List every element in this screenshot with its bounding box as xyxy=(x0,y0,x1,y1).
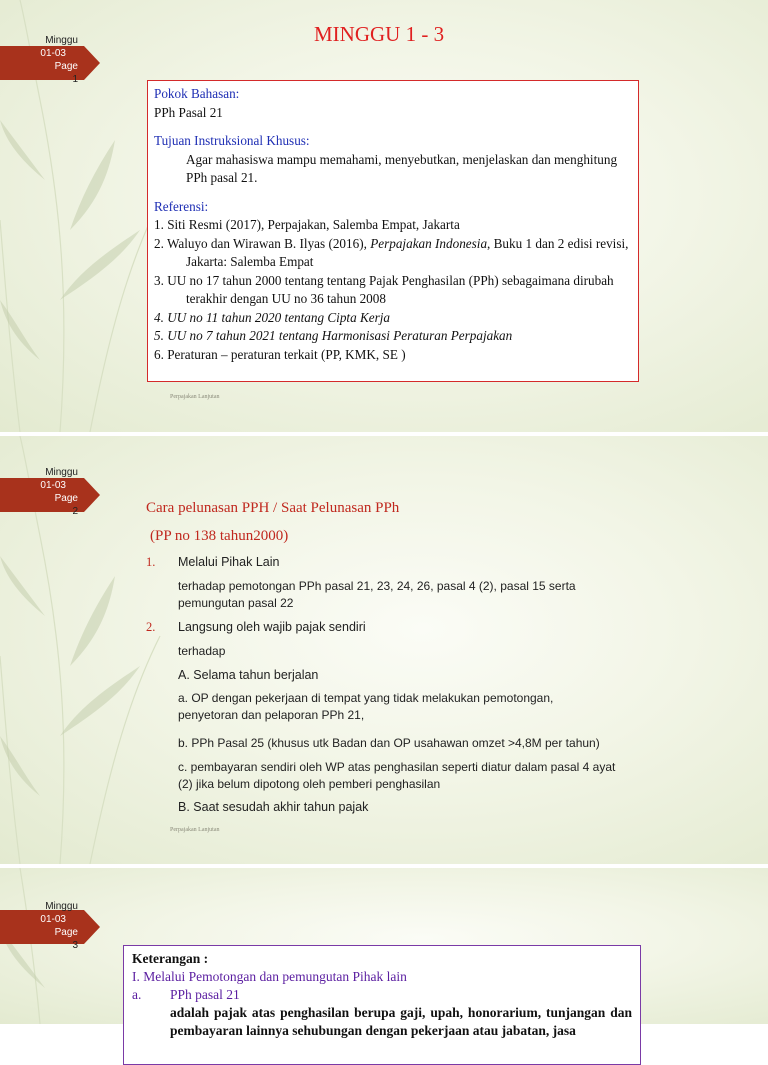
item-text: terhadap pemotongan PPh pasal 21, 23, 24, 26, pasal 4 (2), pasal 15 serta pemungutan pasal 22 xyxy=(178,579,576,610)
slide-title: Cara pelunasan PPH / Saat Pelunasan PPh xyxy=(146,500,400,516)
tag-page: Page xyxy=(54,493,78,504)
item-number: 2. xyxy=(146,620,156,634)
reference-item: 1. Siti Resmi (2017), Perpajakan, Salemba Empat, Jakarta xyxy=(154,217,460,232)
item-label: Melalui Pihak Lain xyxy=(178,555,280,569)
tag-page-number: 1 xyxy=(72,74,78,85)
pokok-value: PPh Pasal 21 xyxy=(154,104,223,120)
tag-page-number: 2 xyxy=(72,506,78,517)
slide-1 xyxy=(0,0,768,432)
tag-page: Page xyxy=(54,61,78,72)
tujuan-text: Agar mahasiswa mampu memahami, menyebutkan, menjelaskan dan menghitung PPh pasal 21. xyxy=(186,151,618,185)
content-box xyxy=(147,80,639,382)
sub-item: b. PPh Pasal 25 (khusus utk Badan dan OP usahawan omzet >4,8M per tahun) xyxy=(178,736,600,750)
tag-page-number: 3 xyxy=(72,940,78,951)
list-item xyxy=(132,986,632,1004)
page-tag-label xyxy=(0,34,78,86)
tag-week: Minggu xyxy=(45,901,78,912)
slide-2 xyxy=(0,436,768,864)
reference-item: 4. UU no 11 tahun 2020 tentang Cipta Kerja xyxy=(154,309,391,325)
keterangan-label: Keterangan : xyxy=(132,951,209,966)
section-heading: I. Melalui Pemotongan dan pemungutan Pihak lain xyxy=(132,969,407,984)
tag-range: 01-03 xyxy=(40,48,66,59)
tag-range: 01-03 xyxy=(40,914,66,925)
terhadap-text: terhadap xyxy=(178,644,226,658)
sub-label: B. Saat sesudah akhir tahun pajak xyxy=(178,800,369,814)
tag-range: 01-03 xyxy=(40,480,66,491)
pokok-label: Pokok Bahasan: xyxy=(154,86,240,101)
reference-item: 5. UU no 7 tahun 2021 tentang Harmonisasi Peraturan Perpajakan xyxy=(154,328,513,343)
sub-label: A. Selama tahun berjalan xyxy=(178,668,319,682)
tag-page: Page xyxy=(54,927,78,938)
keterangan-box xyxy=(123,945,641,1065)
item-number: a. xyxy=(132,987,142,1002)
sub-item: a. OP dengan pekerjaan di tempat yang tidak melakukan pemotongan, penyetoran dan pelaporan PPh 21, xyxy=(178,691,554,722)
tujuan-label: Tujuan Instruksional Khusus: xyxy=(154,133,310,148)
reference-item: 6. Peraturan – peraturan terkait (PP, KMK, SE ) xyxy=(154,346,406,362)
slide-title: MINGGU 1 - 3 xyxy=(314,22,445,46)
page-tag-label xyxy=(0,900,78,952)
item-text: adalah pajak atas penghasilan berupa gaji, upah, honorarium, tunjangan dan pembayaran lainnya sehubungan dengan pekerjaan atau jabatan, jasa xyxy=(170,1005,632,1038)
page-tag-label xyxy=(0,466,78,518)
referensi-label: Referensi: xyxy=(154,198,209,214)
item-label: Langsung oleh wajib pajak sendiri xyxy=(178,620,366,634)
item-number: 1. xyxy=(146,555,156,569)
reference-item: 2. Waluyo dan Wirawan B. Ilyas (2016), Perpajakan Indonesia, Buku 1 dan 2 edisi revisi, Jakarta: Salemba Empat xyxy=(154,235,629,269)
slide-subtitle: (PP no 138 tahun2000) xyxy=(150,528,289,544)
tag-week: Minggu xyxy=(45,35,78,46)
tag-week: Minggu xyxy=(45,467,78,478)
slide-footer: Perpajakan Lanjutan xyxy=(170,827,220,833)
reference-item: 3. UU no 17 tahun 2000 tentang tentang Pajak Penghasilan (PPh) sebagaimana dirubah terakhir dengan UU no 36 tahun 2008 xyxy=(154,272,614,306)
item-title: PPh pasal 21 xyxy=(170,987,240,1002)
sub-item: c. pembayaran sendiri oleh WP atas penghasilan seperti diatur dalam pasal 4 ayat (2) jika belum dipotong oleh pemberi penghasilan xyxy=(178,760,616,791)
slide-footer: Perpajakan Lanjutan xyxy=(170,394,220,400)
